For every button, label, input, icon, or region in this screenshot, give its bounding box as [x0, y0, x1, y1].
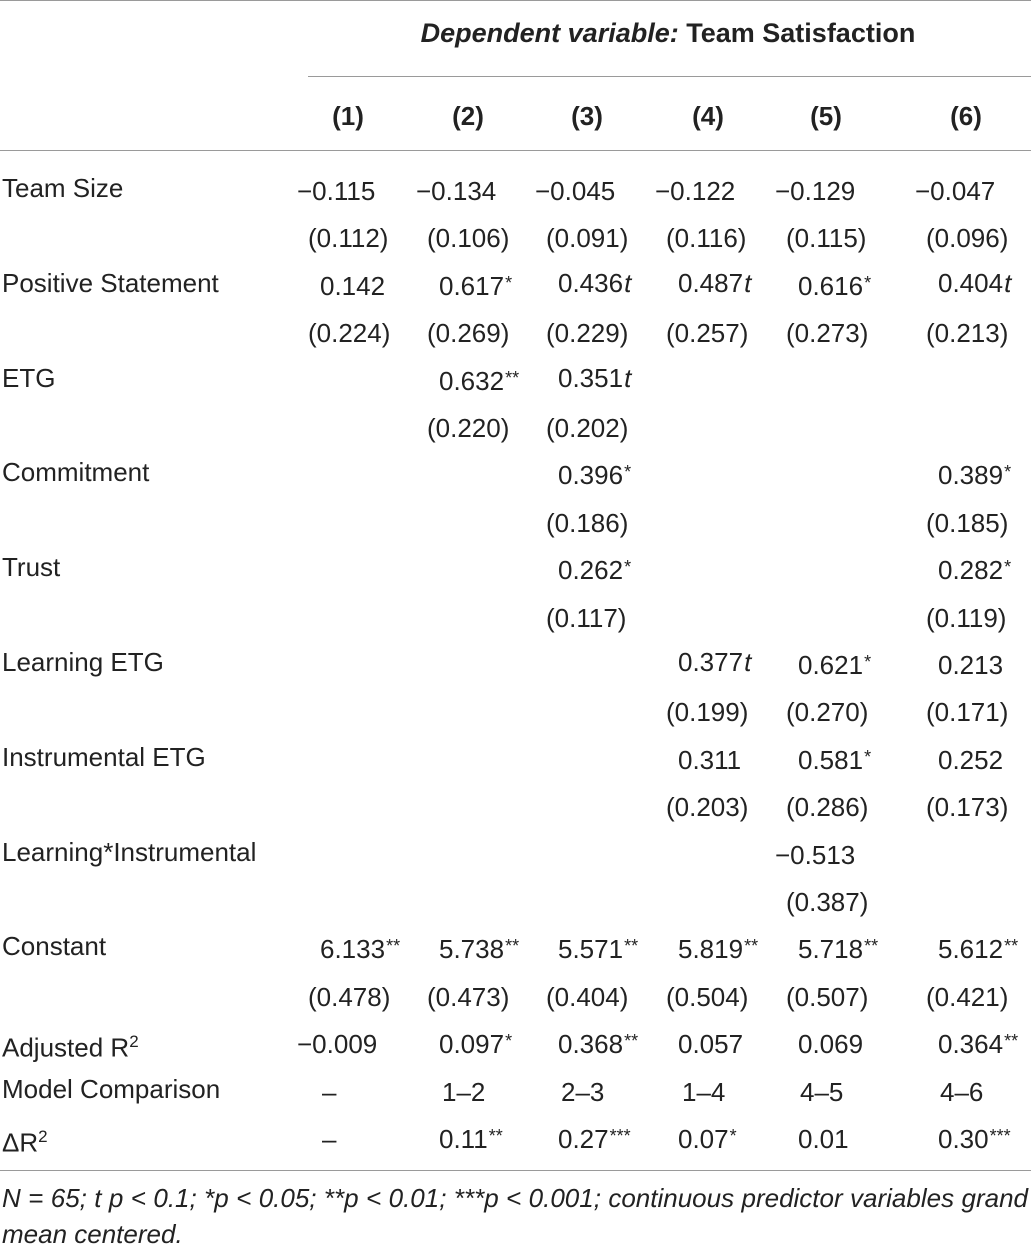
row-label [2, 449, 149, 496]
standard-error-cell [926, 781, 1009, 831]
row-label [2, 1066, 220, 1113]
table-row [0, 639, 1031, 686]
coefficient-cell [558, 449, 631, 499]
significance-mark: * [864, 746, 872, 767]
cell-value: 0.213 [938, 650, 1004, 680]
significance-mark: ** [624, 1031, 639, 1052]
standard-error-cell [546, 971, 629, 1021]
significance-mark: *** [609, 1126, 631, 1146]
cell-value: 2–3 [561, 1076, 605, 1107]
row-label [2, 1018, 139, 1072]
table-row [0, 402, 1031, 449]
coefficient-cell [558, 544, 631, 594]
row-label [2, 639, 164, 686]
coefficient-cell [938, 544, 1011, 594]
cell-value: (0.504) [666, 981, 749, 1012]
significance-mark: ** [1004, 936, 1019, 957]
standard-error-cell [786, 212, 867, 262]
cell-value: 0.27 [558, 1124, 609, 1154]
table-row [0, 1066, 1031, 1113]
column-header-4: (4) [692, 101, 724, 131]
column-header-2: (2) [452, 101, 484, 131]
row-label [2, 734, 206, 781]
standard-error-cell [546, 497, 629, 547]
row-label-text: Constant [2, 931, 107, 962]
cell-value: 0.262 [558, 555, 624, 586]
standard-error-cell [666, 971, 749, 1021]
coefficient-cell [439, 1018, 512, 1068]
cell-value: 0.11 [439, 1124, 488, 1154]
standard-error-cell [926, 686, 1009, 736]
cell-value: 4–6 [940, 1076, 984, 1107]
cell-value: (0.185) [926, 507, 1009, 538]
table-row [0, 449, 1031, 496]
standard-error-cell [786, 686, 869, 736]
table-note: N = 65; t p < 0.1; *p < 0.05; **p < 0.01; ***p < 0.001; continuous predictor variables grand mean centered. [2, 1183, 1028, 1249]
standard-error-cell [546, 212, 629, 262]
coefficient-cell [775, 829, 856, 879]
coefficient-cell [798, 734, 871, 784]
row-label [2, 829, 256, 876]
standard-error-cell [926, 307, 1009, 357]
cell-value: (0.273) [786, 318, 869, 349]
significance-mark: ** [624, 936, 639, 957]
standard-error-cell [786, 307, 869, 357]
coefficient-cell [322, 1066, 337, 1116]
cell-value: 0.377 [678, 647, 744, 677]
coefficient-cell [798, 1113, 850, 1163]
coefficient-cell [800, 1066, 844, 1116]
cell-value: (0.171) [926, 697, 1009, 728]
significance-mark: ** [488, 1126, 503, 1146]
cell-value: (0.213) [926, 318, 1009, 349]
significance-mark: ** [505, 936, 520, 957]
coefficient-cell [678, 1018, 744, 1068]
significance-mark: t [624, 362, 632, 393]
row-label-text: Adjusted R [2, 1032, 130, 1063]
significance-mark: *** [989, 1126, 1011, 1146]
coefficient-cell [442, 1066, 486, 1116]
row-label-text: Team Size [2, 173, 124, 203]
significance-mark: * [729, 1126, 737, 1146]
standard-error-cell [786, 971, 869, 1021]
significance-mark: ** [1004, 1031, 1019, 1052]
cell-value: −0.115 [297, 176, 376, 206]
cell-value: (0.096) [926, 223, 1009, 254]
row-label-text: Instrumental ETG [2, 741, 206, 772]
cell-value: 0.436 [558, 267, 624, 298]
cell-value: (0.116) [666, 223, 747, 254]
standard-error-cell [926, 497, 1009, 547]
row-label [2, 165, 123, 212]
standard-error-cell [926, 971, 1009, 1021]
standard-error-cell [427, 307, 510, 357]
standard-error-cell [546, 592, 627, 642]
cell-value: −0.122 [655, 176, 736, 206]
coefficient-cell [682, 1066, 726, 1116]
cell-value: 5.819 [678, 934, 744, 965]
cell-value: (0.119) [926, 602, 1007, 633]
cell-value: (0.202) [546, 413, 629, 443]
table-row [0, 923, 1031, 970]
table-row [0, 781, 1031, 828]
standard-error-cell [308, 307, 391, 357]
coefficient-cell [798, 1018, 864, 1068]
standard-error-cell [546, 307, 629, 357]
standard-error-cell [926, 592, 1007, 642]
cell-value: 0.621 [798, 650, 864, 680]
coefficient-cell [678, 923, 758, 973]
cell-value: 0.069 [798, 1029, 864, 1060]
coefficient-cell [439, 355, 519, 405]
dependent-variable-name: Team Satisfaction [686, 18, 916, 48]
table-row [0, 734, 1031, 781]
cell-value: (0.473) [427, 981, 510, 1012]
significance-mark: * [864, 272, 872, 293]
cell-value: (0.112) [308, 223, 389, 254]
coefficient-cell [940, 1066, 984, 1116]
coefficient-cell [678, 260, 751, 307]
cell-value: (0.229) [546, 318, 629, 349]
cell-value: 5.612 [938, 934, 1004, 965]
significance-mark: * [505, 1031, 513, 1052]
cell-value: 0.097 [439, 1029, 505, 1060]
coefficient-cell [439, 923, 519, 973]
cell-value: (0.199) [666, 697, 749, 728]
significance-mark: * [624, 462, 632, 483]
cell-value: (0.115) [786, 223, 867, 254]
coefficient-cell [439, 1113, 503, 1163]
cell-value: 0.617 [439, 270, 505, 301]
cell-value: 0.389 [938, 460, 1004, 491]
cell-value: (0.404) [546, 981, 629, 1012]
coefficient-cell [558, 260, 631, 307]
cell-value: (0.269) [427, 318, 510, 349]
cell-value: (0.257) [666, 318, 749, 349]
significance-mark: ** [386, 936, 401, 957]
table-row [0, 355, 1031, 402]
cell-value: 5.571 [558, 934, 624, 965]
significance-mark: t [624, 267, 632, 298]
cell-value: 1–2 [442, 1076, 486, 1107]
standard-error-cell [308, 212, 389, 262]
standard-error-cell [786, 781, 869, 831]
table-row [0, 1113, 1031, 1160]
cell-value: −0.009 [297, 1029, 378, 1060]
coefficient-cell [678, 734, 742, 784]
row-label-text: Learning ETG [2, 647, 164, 677]
significance-mark: * [864, 652, 872, 672]
coefficient-cell [322, 1113, 337, 1163]
coefficient-cell [915, 165, 996, 215]
coefficient-cell [558, 1113, 631, 1163]
row-label-superscript: 2 [38, 1127, 48, 1146]
significance-mark: * [1004, 462, 1012, 483]
cell-value: 0.404 [938, 267, 1004, 298]
row-label-text: Trust [2, 552, 61, 583]
coefficient-cell [678, 639, 751, 686]
row-label [2, 355, 55, 402]
cell-value: – [322, 1076, 337, 1107]
coefficient-cell [439, 260, 512, 310]
cell-value: 0.30 [938, 1124, 989, 1154]
cell-value: 0.368 [558, 1029, 624, 1060]
cell-value: 5.718 [798, 934, 864, 965]
significance-mark: * [1004, 557, 1012, 578]
column-header-3: (3) [571, 101, 603, 131]
row-label-text: Model Comparison [2, 1073, 221, 1104]
standard-error-cell [427, 971, 510, 1021]
coefficient-cell [655, 165, 736, 215]
column-header-6: (6) [950, 101, 982, 131]
coefficient-cell [320, 260, 386, 310]
table-row [0, 307, 1031, 354]
coefficient-cell [297, 165, 376, 215]
coefficient-cell [416, 165, 497, 215]
coefficient-cell [938, 449, 1011, 499]
cell-value: 0.616 [798, 270, 864, 301]
standard-error-cell [666, 781, 749, 831]
cell-value: 0.396 [558, 460, 624, 491]
table-row [0, 876, 1031, 923]
cell-value: −0.513 [775, 839, 856, 870]
row-label-text: Commitment [2, 457, 150, 488]
cell-value: 0.351 [558, 362, 624, 393]
cell-value: (0.173) [926, 792, 1009, 823]
row-label [2, 260, 219, 307]
cell-value: (0.220) [427, 413, 510, 443]
cell-value: (0.478) [308, 981, 391, 1012]
column-header-rule [0, 150, 1031, 151]
coefficient-cell [535, 165, 616, 215]
cell-value: 0.311 [678, 744, 742, 775]
cell-value: 0.581 [798, 744, 864, 775]
significance-mark: ** [744, 936, 759, 957]
cell-value: (0.106) [427, 223, 510, 254]
header-underline [308, 76, 1031, 77]
column-header-5: (5) [810, 101, 842, 131]
row-label-text: R [19, 1127, 39, 1158]
significance-mark: ** [505, 367, 520, 388]
coefficient-cell [938, 1018, 1018, 1068]
cell-value: 0.632 [439, 365, 505, 396]
cell-value: (0.270) [786, 697, 869, 728]
table-row [0, 212, 1031, 259]
coefficient-cell [938, 639, 1004, 689]
cell-value: −0.047 [915, 176, 996, 206]
cell-value: 6.133 [320, 934, 386, 965]
significance-mark: * [505, 272, 513, 293]
cell-value: −0.134 [416, 176, 497, 206]
coefficient-cell [320, 923, 400, 973]
coefficient-cell [798, 639, 871, 689]
cell-value: −0.129 [775, 176, 856, 206]
table-row [0, 260, 1031, 307]
standard-error-cell [666, 212, 747, 262]
row-label-text: Positive Statement [2, 267, 219, 298]
coefficient-cell [775, 165, 856, 215]
dependent-variable-label: Dependent variable: [420, 18, 679, 48]
coefficient-cell [561, 1066, 605, 1116]
cell-value: 5.738 [439, 934, 505, 965]
cell-value: (0.117) [546, 602, 627, 633]
cell-value: (0.091) [546, 223, 629, 254]
row-label [2, 923, 106, 970]
cell-value: (0.286) [786, 792, 869, 823]
coefficient-cell [558, 1018, 638, 1068]
significance-mark: * [624, 557, 632, 578]
cell-value: 4–5 [800, 1076, 844, 1107]
cell-value: 0.142 [320, 270, 386, 301]
table-row [0, 1018, 1031, 1065]
cell-value: −0.045 [535, 176, 616, 206]
coefficient-cell [938, 734, 1004, 784]
coefficient-cell [798, 923, 878, 973]
significance-mark: t [1004, 267, 1012, 298]
table-row [0, 165, 1031, 212]
cell-value: (0.203) [666, 792, 749, 823]
coefficient-cell [678, 1113, 737, 1163]
cell-value: 0.252 [938, 744, 1004, 775]
cell-value: 0.364 [938, 1029, 1004, 1060]
cell-value: (0.421) [926, 981, 1009, 1012]
table-row [0, 971, 1031, 1018]
coefficient-cell [938, 923, 1018, 973]
standard-error-cell [926, 212, 1009, 262]
table-row [0, 544, 1031, 591]
row-label [2, 1113, 48, 1167]
significance-mark: t [744, 647, 752, 677]
standard-error-cell [786, 876, 869, 926]
cell-value: (0.387) [786, 887, 869, 917]
coefficient-cell [938, 1113, 1011, 1163]
dependent-variable-title [300, 18, 1031, 49]
delta-symbol: Δ [2, 1127, 20, 1158]
cell-value: 0.487 [678, 267, 744, 298]
standard-error-cell [666, 307, 749, 357]
cell-value: – [322, 1124, 337, 1154]
column-header-1: (1) [332, 101, 364, 131]
table-row [0, 686, 1031, 733]
standard-error-cell [427, 212, 510, 262]
standard-error-cell [308, 971, 391, 1021]
cell-value: (0.186) [546, 507, 629, 538]
table-row [0, 497, 1031, 544]
cell-value: 0.057 [678, 1029, 744, 1060]
bottom-rule [0, 1170, 1031, 1171]
table-row [0, 829, 1031, 876]
significance-mark: ** [864, 936, 879, 957]
cell-value: 1–4 [682, 1076, 726, 1107]
standard-error-cell [427, 402, 510, 452]
cell-value: 0.07 [678, 1124, 729, 1154]
coefficient-cell [297, 1018, 378, 1068]
coefficient-cell [558, 355, 631, 402]
standard-error-cell [546, 402, 629, 452]
row-label-superscript: 2 [129, 1032, 139, 1052]
row-label-text: Learning*Instrumental [2, 836, 257, 867]
cell-value: 0.01 [798, 1124, 849, 1154]
significance-mark: t [744, 267, 752, 298]
table-row [0, 592, 1031, 639]
cell-value: (0.507) [786, 981, 869, 1012]
row-label [2, 544, 60, 591]
row-label-text: ETG [2, 362, 56, 393]
cell-value: (0.224) [308, 318, 391, 349]
coefficient-cell [798, 260, 871, 310]
cell-value: 0.282 [938, 555, 1004, 586]
coefficient-cell [938, 260, 1011, 307]
top-rule [0, 0, 1031, 1]
coefficient-cell [558, 923, 638, 973]
standard-error-cell [666, 686, 749, 736]
